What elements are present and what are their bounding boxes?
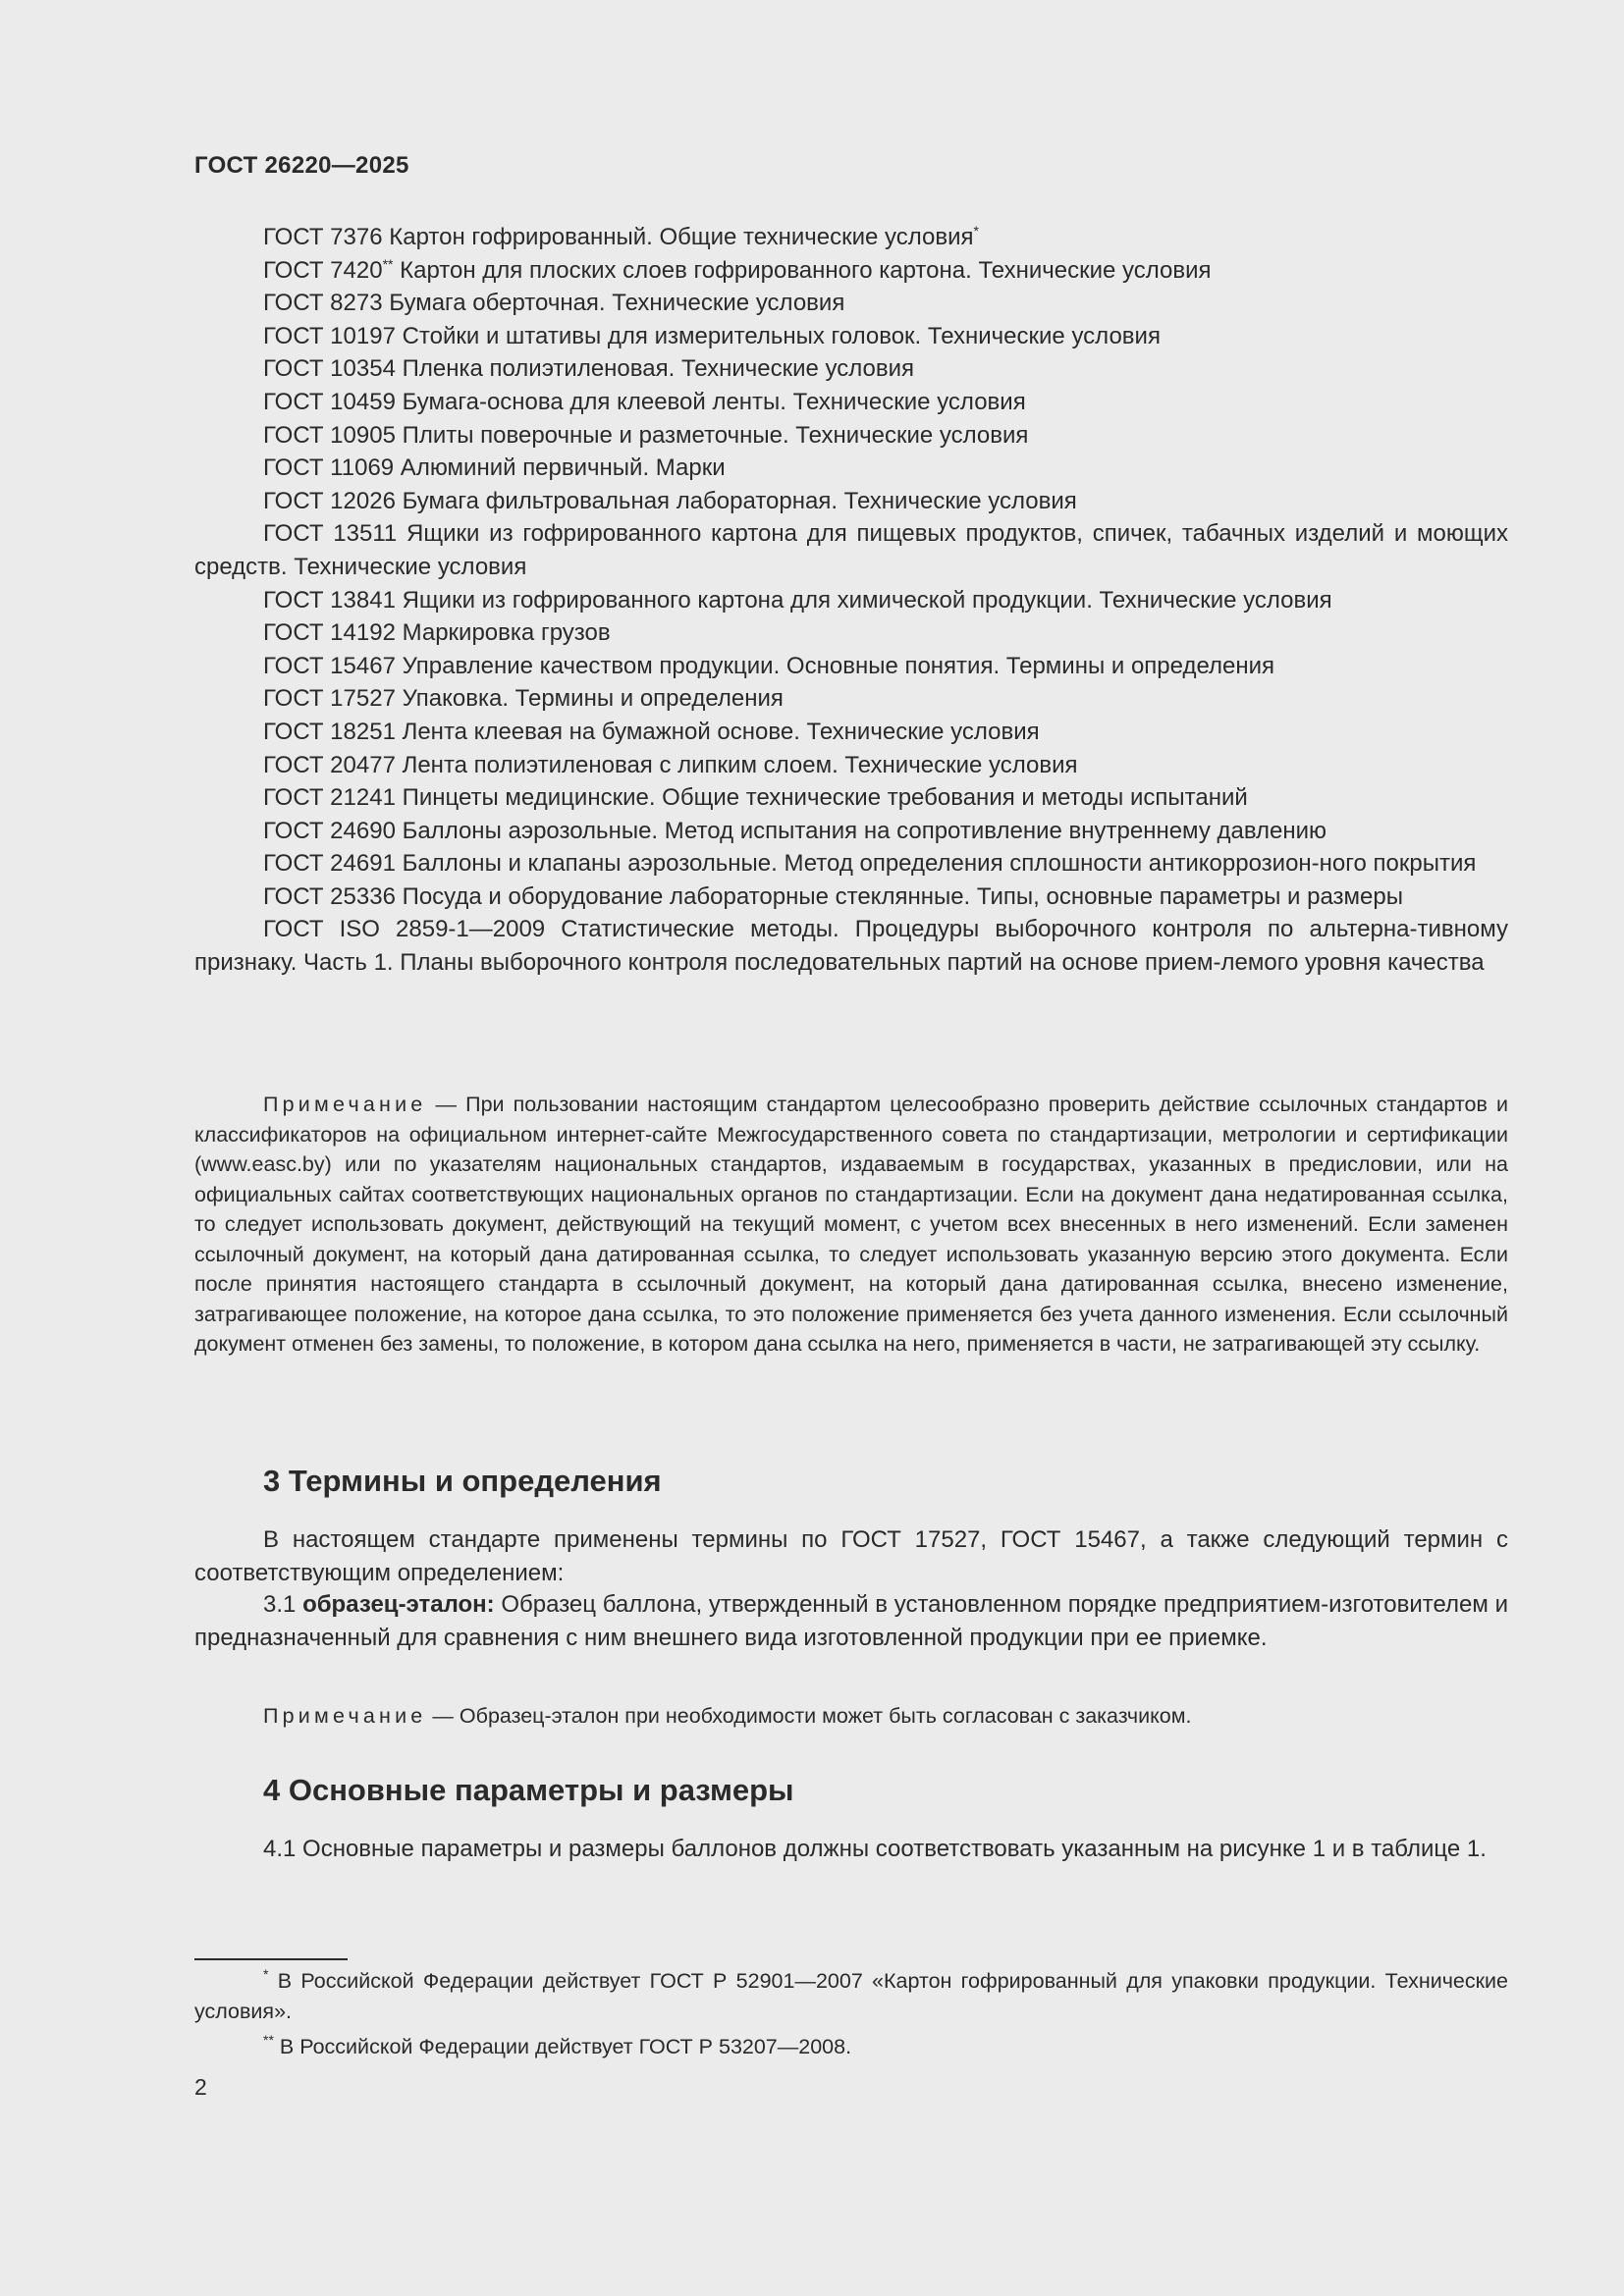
reference-item: ГОСТ 18251 Лента клеевая на бумажной основе. Технические условия <box>263 718 1040 745</box>
reference-item: ГОСТ 10905 Плиты поверочные и разметочные. Технические условия <box>263 421 1029 449</box>
footnote-1: * В Российской Федерации действует ГОСТ Р 52901—2007 «Картон гофрированный для упаковки продукции. Технические условия». <box>194 1966 1508 2023</box>
section-4-heading: 4 Основные параметры и размеры <box>263 1773 794 1807</box>
reference-item: ГОСТ 17527 Упаковка. Термины и определения <box>263 685 784 713</box>
reference-item: ГОСТ 13511 Ящики из гофрированного картона для пищевых продуктов, спичек, табачных изделий и моющих средств. Технические условия <box>194 520 1508 580</box>
reference-item: ГОСТ 7420** Картон для плоских слоев гофрированного картона. Технические условия <box>263 255 1212 284</box>
note-label: Примечание <box>263 1093 427 1116</box>
section-3-heading: 3 Термины и определения <box>263 1464 662 1498</box>
reference-item: ГОСТ 21241 Пинцеты медицинские. Общие технические требования и методы испытаний <box>263 784 1248 812</box>
term-note <box>194 1701 1508 1732</box>
reference-item: ГОСТ 10459 Бумага-основа для клеевой ленты. Технические условия <box>263 388 1026 415</box>
reference-item: ГОСТ 10354 Пленка полиэтиленовая. Технические условия <box>263 355 915 383</box>
normative-references-list <box>194 221 1508 980</box>
footnote-marker: * <box>263 1966 269 1982</box>
term-definition: 3.1 образец-эталон: Образец баллона, утвержденный в установленном порядке предприятием-изготовителем и предназначенный для сравнения с ним внешнего вида изготовленной продукции при ее приемке. <box>194 1591 1509 1651</box>
reference-item: ГОСТ 10197 Стойки и штативы для измерительных головок. Технические условия <box>263 322 1161 349</box>
section-3-intro: В настоящем стандарте применены термины по ГОСТ 17527, ГОСТ 15467, а также следующий термин с соответствующим определением: <box>194 1526 1508 1586</box>
reference-item: ГОСТ 15467 Управление качеством продукции. Основные понятия. Термины и определения <box>263 652 1275 679</box>
footnote-marker: ** <box>382 255 394 272</box>
reference-item: ГОСТ 25336 Посуда и оборудование лабораторные стеклянные. Типы, основные параметры и размеры <box>263 882 1403 910</box>
reference-item: ГОСТ 11069 Алюминий первичный. Марки <box>263 454 726 482</box>
term-name: образец-эталон: <box>302 1591 495 1618</box>
reference-item: ГОСТ 20477 Лента полиэтиленовая с липким слоем. Технические условия <box>263 751 1078 778</box>
note-text: — Образец-эталон при необходимости может быть согласован с заказчиком. <box>426 1704 1192 1728</box>
reference-item: ГОСТ 12026 Бумага фильтровальная лабораторная. Технические условия <box>263 487 1077 514</box>
note-text: — При пользовании настоящим стандартом целесообразно проверить действие ссылочных стандартов и классификаторов на официальном интернет-сайте Межгосударственного совета по стандартизации, метрологии и сертификации (www.easc.by) или по указателям национальных стандартов, издаваемым в государствах, указанных в предисловии, или на официальных сайтах соответствующих национальных органов по стандартизации. Если на документ дана недатированная ссылка, то следует использовать документ, действующий на текущий момент, с учетом всех внесенных в него изменений. Если заменен ссылочный документ, на который дана датированная ссылка, то следует использовать указанную версию этого документа. Если после принятия настоящего стандарта в ссылочный документ, на который дана датированная ссылка, внесено изменение, затрагивающее положение, на которое дана ссылка, то это положение применяется без учета данного изменения. Если ссылочный документ отменен без замены, то положение, в котором дана ссылка на него, применяется в части, не затрагивающей эту ссылку. <box>194 1093 1508 1356</box>
reference-item: ГОСТ 14192 Маркировка грузов <box>263 619 611 647</box>
reference-item: ГОСТ 13841 Ящики из гофрированного картона для химической продукции. Технические условия <box>263 586 1332 614</box>
footnote-marker: ** <box>263 2032 274 2048</box>
reference-item: ГОСТ 24691 Баллоны и клапаны аэрозольные. Метод определения сплошности антикоррозион-ного покрытия <box>263 850 1477 878</box>
footnote-2: ** В Российской Федерации действует ГОСТ Р 53207—2008. <box>263 2032 852 2058</box>
reference-item: ГОСТ 8273 Бумага оберточная. Технические условия <box>263 290 845 317</box>
reference-item: ГОСТ 7376 Картон гофрированный. Общие технические условия* <box>263 223 979 250</box>
document-code: ГОСТ 26220—2025 <box>194 152 409 179</box>
references-note <box>194 1090 1508 1360</box>
page-number: 2 <box>194 2074 207 2100</box>
reference-item: ГОСТ ISO 2859-1—2009 Статистические методы. Процедуры выборочного контроля по альтерна-тивному признаку. Часть 1. Планы выборочного контроля последовательных партий на основе прием-лемого уровня качества <box>194 916 1508 977</box>
footnote-separator <box>194 1958 348 1960</box>
section-4-paragraph: 4.1 Основные параметры и размеры баллонов должны соответствовать указанным на рисунке 1 и в таблице 1. <box>263 1836 1487 1862</box>
reference-item: ГОСТ 24690 Баллоны аэрозольные. Метод испытания на сопротивление внутреннему давлению <box>263 817 1327 844</box>
note-label: Примечание <box>263 1704 427 1728</box>
footnote-marker: * <box>973 223 979 239</box>
